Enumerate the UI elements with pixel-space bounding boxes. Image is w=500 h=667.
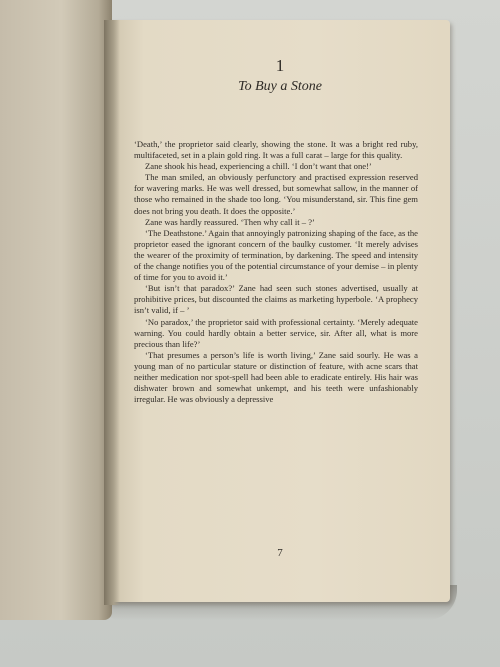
chapter-title: To Buy a Stone bbox=[238, 79, 322, 94]
paragraph: ‘No paradox,’ the proprietor said with professional certainty. ‘Merely adequate warning. You could hardly obtain a better service, sir. After all, what is more precious than life?’ bbox=[134, 316, 418, 349]
paragraph: ‘That presumes a person’s life is worth living,’ Zane said sourly. He was a young man of no particular stature or distinction of feature, with acne scars that neither medication nor spot-spell had been able to eradicate entirely. His hair was dishwater brown and somewhat unkempt, and his teeth were unfashionably irregular. He was obviously a depressive bbox=[134, 349, 418, 405]
paragraph: ‘The Deathstone.’ Again that annoyingly patronizing shaping of the face, as the proprietor eased the ignorant concern of the baulky customer. ‘It merely advises the wearer of the proximity of termination, by darkening. The speed and intensity of the change notifies you of the potential circumstance of your demise – in plenty of time for you to avoid it.’ bbox=[134, 227, 418, 283]
paragraph: Zane was hardly reassured. ‘Then why call it – ?’ bbox=[145, 216, 315, 227]
body-text bbox=[134, 139, 418, 405]
paragraph: ‘Death,’ the proprietor said clearly, showing the stone. It was a bright red ruby, multifaceted, set in a plain gold ring. It was a full carat – large for this quality. bbox=[134, 139, 418, 161]
paragraph: ‘But isn’t that paradox?’ Zane had seen such stones advertised, usually at prohibitive prices, but discounted the claims as marketing hyperbole. ‘A prophecy isn’t valid, if – ’ bbox=[134, 283, 418, 316]
paragraph: Zane shook his head, experiencing a chill. ‘I don’t want that one!’ bbox=[145, 161, 372, 172]
book-gutter bbox=[104, 20, 120, 605]
page-number: 7 bbox=[277, 547, 283, 559]
chapter-number: 1 bbox=[275, 56, 285, 75]
paragraph: The man smiled, an obviously perfunctory and practised expression reserved for wavering marks. He was well dressed, but somewhat sallow, in the manner of those who remained in the shade too long. ‘You misunderstand, sir. This fine gem does not bring you death. It does the opposite.’ bbox=[134, 172, 418, 216]
left-page bbox=[0, 0, 112, 620]
